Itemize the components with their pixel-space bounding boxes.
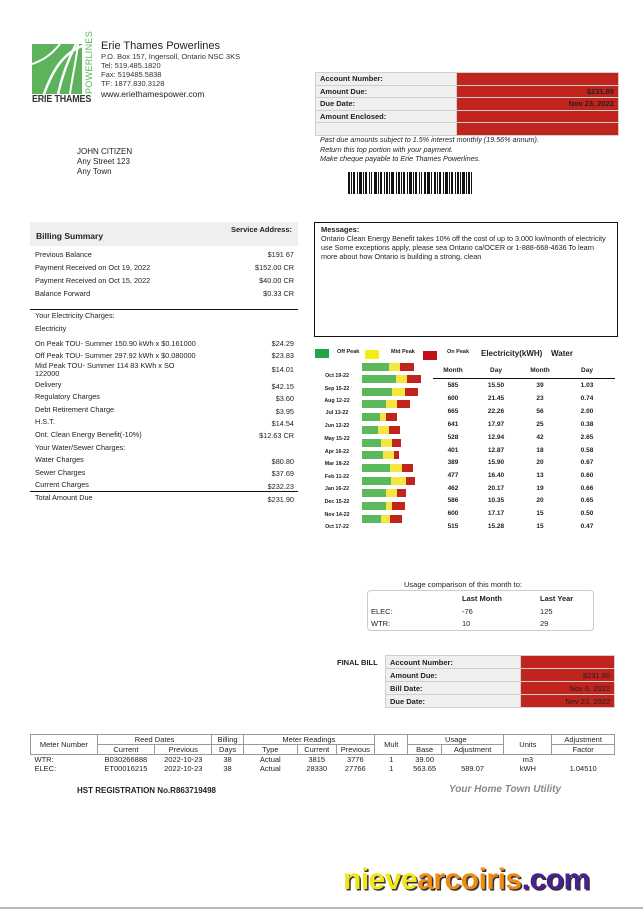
summary-row — [35, 289, 294, 298]
blank-value — [457, 123, 619, 136]
on-peak-segment — [394, 451, 399, 459]
usage-cell-water-day: 0.65 — [580, 497, 594, 504]
fb-amount-value: $231.90 — [521, 669, 615, 682]
cell-prev-date: 2022-10-23 — [164, 764, 203, 773]
total-label: Total Amount Due — [35, 493, 93, 502]
cell-base: 39.00 — [415, 755, 434, 764]
watermark-part3: .com — [521, 863, 590, 896]
barcode-icon — [348, 172, 472, 194]
mid-peak-swatch — [365, 350, 379, 359]
cell-current: 28330 — [306, 764, 328, 773]
usage-cell-elec-day: 22.26 — [487, 408, 505, 415]
mid-peak-segment — [383, 451, 394, 459]
usage-cell-elec-month: 665 — [447, 408, 459, 415]
summary-row — [35, 250, 294, 259]
company-website[interactable]: www.eriethamespower.com — [101, 89, 205, 99]
messages-box — [314, 222, 618, 337]
month-label: Sep 15-22 — [324, 386, 350, 392]
divider — [30, 309, 298, 310]
charge-row — [35, 339, 294, 348]
row-label: Payment Received on Oct 19, 2022 — [35, 263, 151, 272]
usage-cell-water-month: 13 — [536, 472, 544, 479]
electricity-kwh-header: Electricity(kWH) — [481, 349, 543, 358]
amount-due-label: Amount Due: — [316, 85, 457, 98]
mid-peak-segment — [381, 515, 390, 523]
table-row — [31, 764, 615, 773]
charge-row — [35, 380, 294, 389]
logo-vertical-text: POWERLINES — [84, 30, 94, 94]
due-date-value: Nov 23, 2022 — [457, 98, 619, 111]
account-number-label: Account Number: — [316, 73, 457, 86]
usage-cell-elec-day: 15.50 — [487, 382, 505, 389]
water-header: Your Water/Sewer Charges: — [35, 443, 126, 452]
meter-table — [30, 734, 615, 773]
usage-cell-water-month: 20 — [536, 497, 544, 504]
usage-cell-elec-day: 17.17 — [487, 510, 505, 517]
on-peak-segment — [392, 439, 401, 447]
comparison-title: Usage comparison of this month to: — [404, 580, 522, 589]
off-peak-segment — [362, 515, 381, 523]
cmp-header-last-month: Last Month — [462, 594, 502, 603]
row-label: Delivery — [35, 380, 62, 389]
usage-bar — [362, 426, 400, 434]
usage-cell-elec-month: 389 — [447, 459, 459, 466]
cmp-wtr-last-year: 29 — [540, 619, 549, 628]
company-name: Erie Thames Powerlines — [101, 40, 221, 52]
usage-cell-elec-month: 600 — [447, 510, 459, 517]
usage-cell-elec-month: 477 — [447, 472, 459, 479]
month-label: Jul 13-22 — [325, 410, 349, 416]
billing-summary-title: Billing Summary — [36, 231, 104, 241]
usage-bar — [362, 413, 397, 421]
usage-bar — [362, 502, 405, 510]
usage-cell-water-day: 0.47 — [580, 523, 594, 530]
th-read-dates: Reed Dates — [97, 735, 212, 745]
electricity-header: Your Electricity Charges: — [35, 311, 115, 320]
mid-peak-segment — [378, 426, 389, 434]
off-peak-segment — [362, 477, 391, 485]
fb-bill-date-value: Nov 6, 2022 — [521, 682, 615, 695]
th-current-date: Current — [97, 745, 154, 755]
month-label: Mar 18-22 — [324, 461, 350, 467]
usage-cell-elec-day: 21.45 — [487, 395, 505, 402]
cmp-wtr-label: WTR: — [371, 619, 391, 628]
customer-address — [77, 147, 132, 177]
usage-cell-elec-month: 515 — [447, 523, 459, 530]
company-info — [101, 40, 240, 99]
row-label: Debt Retirement Charge — [35, 405, 115, 414]
th-reading-previous: Previous — [336, 745, 375, 755]
cell-type: Actual — [259, 755, 281, 764]
row-label: Current Charges — [35, 480, 89, 489]
row-label-cont: 122000 — [35, 369, 60, 378]
cell-type: Actual — [259, 764, 281, 773]
total-amount: $231.90 — [267, 495, 294, 504]
row-amount: $14.54 — [271, 419, 294, 428]
charge-row — [35, 417, 294, 426]
usage-bar — [362, 439, 401, 447]
usage-cell-water-month: 39 — [536, 382, 544, 389]
on-peak-segment — [392, 502, 405, 510]
legend-on-peak: On Peak — [447, 349, 470, 355]
usage-bar — [362, 363, 414, 371]
row-amount: $40.00 CR — [259, 276, 294, 285]
month-label: Oct 19-22 — [325, 373, 349, 379]
usage-cell-water-month: 23 — [536, 395, 544, 402]
usage-bar — [362, 477, 415, 485]
th-days: Days — [212, 745, 243, 755]
usage-cell-elec-day: 12.87 — [487, 447, 505, 454]
final-bill-label: FINAL BILL — [337, 658, 378, 667]
remittance-table — [315, 72, 619, 136]
th-type: Type — [243, 745, 297, 755]
usage-bar — [362, 515, 402, 523]
usage-bar — [362, 388, 418, 396]
on-peak-swatch — [423, 351, 437, 360]
company-fax: Fax: 519485.5838 — [101, 70, 162, 79]
cell-units: m3 — [522, 755, 534, 764]
usage-cell-water-day: 0.74 — [580, 395, 594, 402]
usage-cell-water-month: 20 — [536, 459, 544, 466]
water-row — [35, 468, 294, 477]
cmp-elec-label: ELEC: — [371, 607, 393, 616]
legend-off-peak: Off Peak — [337, 349, 360, 355]
usage-cell-water-month: 56 — [536, 408, 544, 415]
fb-due-date-label: Due Date: — [386, 695, 521, 708]
usage-cell-elec-day: 16.40 — [487, 472, 505, 479]
month-label: Dec 15-22 — [324, 499, 350, 505]
watermark — [343, 863, 590, 897]
on-peak-segment — [406, 477, 415, 485]
usage-cell-water-day: 0.58 — [580, 447, 594, 454]
company-tf: TF: 1877.830.3128 — [101, 79, 165, 88]
usage-cell-elec-month: 401 — [447, 447, 459, 454]
usage-cell-water-day: 0.67 — [580, 459, 594, 466]
table-row — [31, 755, 615, 765]
month-label: Aug 12-22 — [324, 398, 350, 404]
th-previous-date: Previous — [155, 745, 212, 755]
row-label: Sewer Charges — [35, 468, 86, 477]
usage-cell-elec-day: 17.97 — [487, 421, 505, 428]
off-peak-segment — [362, 375, 396, 383]
usage-cell-water-day: 0.66 — [580, 485, 594, 492]
month-label: Oct 17-22 — [325, 524, 349, 530]
mid-peak-segment — [386, 400, 397, 408]
blank-label — [316, 123, 457, 136]
on-peak-segment — [397, 400, 410, 408]
on-peak-segment — [400, 363, 414, 371]
service-address-label: Service Address: — [231, 225, 293, 234]
row-label: Water Charges — [35, 455, 84, 464]
usage-cell-water-month: 25 — [536, 421, 544, 428]
usage-bar — [362, 375, 421, 383]
cell-units: kWH — [519, 764, 536, 773]
usage-bar — [362, 400, 410, 408]
th-adjustment: Adjustment — [552, 735, 615, 745]
row-amount: $3.95 — [275, 407, 294, 416]
month-label: Nov 14-22 — [324, 512, 350, 518]
fb-account-value — [521, 656, 615, 669]
usage-cell-water-month: 42 — [536, 434, 544, 441]
row-amount: $23.83 — [271, 351, 294, 360]
cell-meter: WTR: — [34, 755, 54, 764]
note-return: Return this top portion with your payment. — [320, 144, 454, 154]
charge-row — [35, 351, 294, 360]
cell-adjustment — [441, 755, 504, 765]
usage-cell-elec-month: 586 — [447, 497, 459, 504]
off-peak-swatch — [315, 349, 329, 358]
usage-bar — [362, 464, 413, 472]
row-amount: $24.29 — [271, 339, 294, 348]
month-label: Apr 16-22 — [324, 449, 350, 455]
cell-prev-date: 2022-10-23 — [164, 755, 203, 764]
company-address: P.O. Box 157, Ingersoll, Ontario NSC 3KS — [101, 52, 241, 61]
off-peak-segment — [362, 426, 378, 434]
customer-town: Any Town — [77, 167, 112, 176]
hst-registration: HST REGISTRATION No.R863719498 — [77, 786, 217, 795]
company-tel: Tel: 519.485.1820 — [101, 61, 161, 70]
usage-header-rule — [433, 378, 615, 379]
usage-cell-water-day: 0.38 — [580, 421, 594, 428]
row-label: Previous Balance — [35, 250, 92, 259]
cmp-elec-last-month: -76 — [462, 607, 473, 616]
charge-row — [35, 362, 294, 378]
on-peak-segment — [397, 489, 406, 497]
summary-row — [35, 276, 294, 285]
on-peak-segment — [405, 388, 418, 396]
row-amount: $191 67 — [267, 250, 294, 259]
amount-due-value: $231.90 — [457, 85, 619, 98]
cell-days: 38 — [223, 764, 232, 773]
on-peak-segment — [389, 426, 400, 434]
on-peak-segment — [407, 375, 421, 383]
cmp-elec-last-year: 125 — [540, 607, 553, 616]
cell-days: 38 — [223, 755, 232, 764]
usage-cell-elec-day: 15.90 — [487, 459, 505, 466]
amount-enclosed-field[interactable] — [457, 110, 619, 123]
usage-cell-water-month: 18 — [536, 447, 544, 454]
col-water-month: Month — [530, 367, 550, 374]
th-meter-number: Meter Number — [31, 735, 98, 755]
usage-bar — [362, 451, 399, 459]
row-amount: $12.63 CR — [259, 431, 294, 440]
total-row — [35, 493, 294, 502]
row-label: Mid Peak TOU- Summer 114 83 KWh x SO — [35, 361, 175, 370]
on-peak-segment — [386, 413, 397, 421]
off-peak-segment — [362, 413, 380, 421]
mid-peak-segment — [389, 363, 400, 371]
th-reading-current: Current — [297, 745, 336, 755]
row-label: On Peak TOU- Summer 150.90 kWh x $0.161000 — [35, 339, 196, 348]
tagline: Your Home Town Utility — [449, 784, 562, 795]
row-label: Ont. Clean Energy Benefit(-10%) — [35, 430, 142, 439]
logo-wordmark: ERIE THAMES — [32, 93, 92, 105]
cell-number: B030266888 — [104, 755, 148, 764]
watermark-part2: arcoiris — [417, 863, 522, 896]
mid-peak-segment — [396, 375, 407, 383]
month-label: Feb 11-22 — [324, 474, 350, 480]
col-water-day: Day — [581, 367, 593, 374]
usage-cell-water-day: 0.50 — [580, 510, 594, 517]
due-date-label: Due Date: — [316, 98, 457, 111]
account-number-value — [457, 73, 619, 86]
fb-due-date-value: Nov 23, 2022 — [521, 695, 615, 708]
month-label: Jan 16-22 — [324, 486, 350, 492]
row-amount: $80.80 — [271, 457, 294, 466]
cell-mult: 1 — [389, 755, 394, 764]
cell-adjustment: 589.07 — [461, 764, 485, 773]
off-peak-segment — [362, 388, 392, 396]
customer-street: Any Street 123 — [77, 157, 130, 166]
water-header: Water — [551, 349, 573, 358]
cell-current: 3815 — [308, 755, 326, 764]
final-bill-table — [385, 655, 615, 708]
row-amount: $14.01 — [271, 365, 294, 374]
usage-cell-elec-month: 462 — [447, 485, 459, 492]
fb-amount-label: Amount Due: — [386, 669, 521, 682]
col-elec-day: Day — [490, 367, 502, 374]
mid-peak-segment — [392, 388, 405, 396]
row-amount: $37.69 — [271, 469, 294, 478]
note-cheque: Make cheque payable to Erie Thames Powerlines. — [320, 154, 481, 163]
row-amount: $0.33 CR — [263, 289, 294, 298]
usage-cell-elec-month: 641 — [447, 421, 459, 428]
row-label: Balance Forward — [35, 289, 91, 298]
usage-cell-water-month: 19 — [536, 485, 544, 492]
usage-cell-elec-day: 20.17 — [487, 485, 505, 492]
on-peak-segment — [402, 464, 413, 472]
on-peak-segment — [390, 515, 402, 523]
charge-row — [35, 392, 294, 401]
row-label: Payment Received on Oct 15, 2022 — [35, 276, 151, 285]
cmp-wtr-last-month: 10 — [462, 619, 471, 628]
th-meter-readings: Meter Readings — [243, 735, 374, 745]
usage-cell-water-day: 2.65 — [580, 434, 594, 441]
usage-cell-elec-day: 12.94 — [487, 434, 505, 441]
off-peak-segment — [362, 363, 389, 371]
usage-cell-water-month: 15 — [536, 523, 544, 530]
mid-peak-segment — [391, 477, 406, 485]
water-row — [35, 480, 294, 489]
water-row — [35, 455, 294, 464]
amount-enclosed-label: Amount Enclosed: — [316, 110, 457, 123]
cell-factor — [552, 755, 615, 765]
cmp-header-last-year: Last Year — [540, 594, 574, 603]
note-interest: Past due amounts subject to 1.5% interest monthly (19.56% annum). — [320, 135, 539, 144]
electricity-sub: Electricity — [35, 324, 67, 333]
th-units: Units — [504, 735, 552, 755]
th-mult: Mult — [375, 735, 408, 755]
cell-meter: ELEC: — [34, 764, 57, 773]
off-peak-segment — [362, 464, 390, 472]
charge-row — [35, 405, 294, 414]
col-elec-month: Month — [443, 367, 463, 374]
off-peak-segment — [362, 502, 386, 510]
row-label: H.S.T. — [35, 417, 55, 426]
watermark-part1: nieve — [343, 863, 418, 896]
th-factor: Factor — [552, 745, 615, 755]
off-peak-segment — [362, 439, 381, 447]
th-usage-adjustment: Adjustment — [441, 745, 504, 755]
usage-cell-elec-day: 10.35 — [487, 497, 505, 504]
comparison-box — [367, 590, 594, 631]
cell-number: ET00016215 — [104, 764, 148, 773]
mid-peak-segment — [390, 464, 402, 472]
off-peak-segment — [362, 400, 386, 408]
th-usage: Usage — [408, 735, 504, 745]
row-label: Regulatory Charges — [35, 392, 100, 401]
bottom-rule — [0, 907, 643, 909]
cell-base: 563.65 — [413, 764, 437, 773]
payment-notes — [320, 135, 539, 164]
th-base: Base — [408, 745, 441, 755]
usage-cell-elec-month: 600 — [447, 395, 459, 402]
messages-text: Ontario Clean Energy Benefit takes 10% off the cost of up to 3.000 kw/month of electricity use Some exceptions apply, please sea Ontario ca/OCER or 1-888-668-4636 To learn more about how Ontario is building a strong, clean — [321, 234, 606, 261]
mid-peak-segment — [386, 489, 397, 497]
usage-cell-elec-month: 585 — [447, 382, 459, 389]
row-amount: $42.15 — [271, 382, 294, 391]
usage-cell-water-day: 0.60 — [580, 472, 594, 479]
th-billing: Billing — [212, 735, 243, 745]
cell-previous: 27766 — [344, 764, 366, 773]
row-amount: $3.60 — [275, 394, 294, 403]
charge-row — [35, 430, 294, 439]
fb-account-label: Account Number: — [386, 656, 521, 669]
summary-row — [35, 263, 294, 272]
fb-bill-date-label: Bill Date: — [386, 682, 521, 695]
messages-title: Messages: — [321, 225, 360, 234]
row-amount: $232.23 — [267, 482, 294, 491]
usage-bar — [362, 489, 406, 497]
cell-factor: 1.04510 — [569, 764, 597, 773]
off-peak-segment — [362, 489, 386, 497]
usage-cell-water-day: 2.00 — [580, 408, 594, 415]
legend-mid-peak: Mid Peak — [391, 349, 415, 355]
customer-name: JOHN CITIZEN — [77, 147, 133, 156]
cell-mult: 1 — [389, 764, 394, 773]
row-label: Off Peak TOU- Summer 297.92 kWh x $0.080000 — [35, 351, 196, 360]
usage-cell-elec-day: 15.28 — [487, 523, 505, 530]
off-peak-segment — [362, 451, 383, 459]
usage-cell-water-month: 15 — [536, 510, 544, 517]
usage-cell-elec-month: 528 — [447, 434, 459, 441]
row-amount: $152.00 CR — [255, 263, 294, 272]
mid-peak-segment — [381, 439, 392, 447]
usage-cell-water-day: 1.03 — [580, 382, 594, 389]
month-label: May 15-22 — [324, 436, 350, 442]
cell-previous: 3776 — [346, 755, 364, 764]
month-label: Jun 12-22 — [324, 423, 350, 429]
